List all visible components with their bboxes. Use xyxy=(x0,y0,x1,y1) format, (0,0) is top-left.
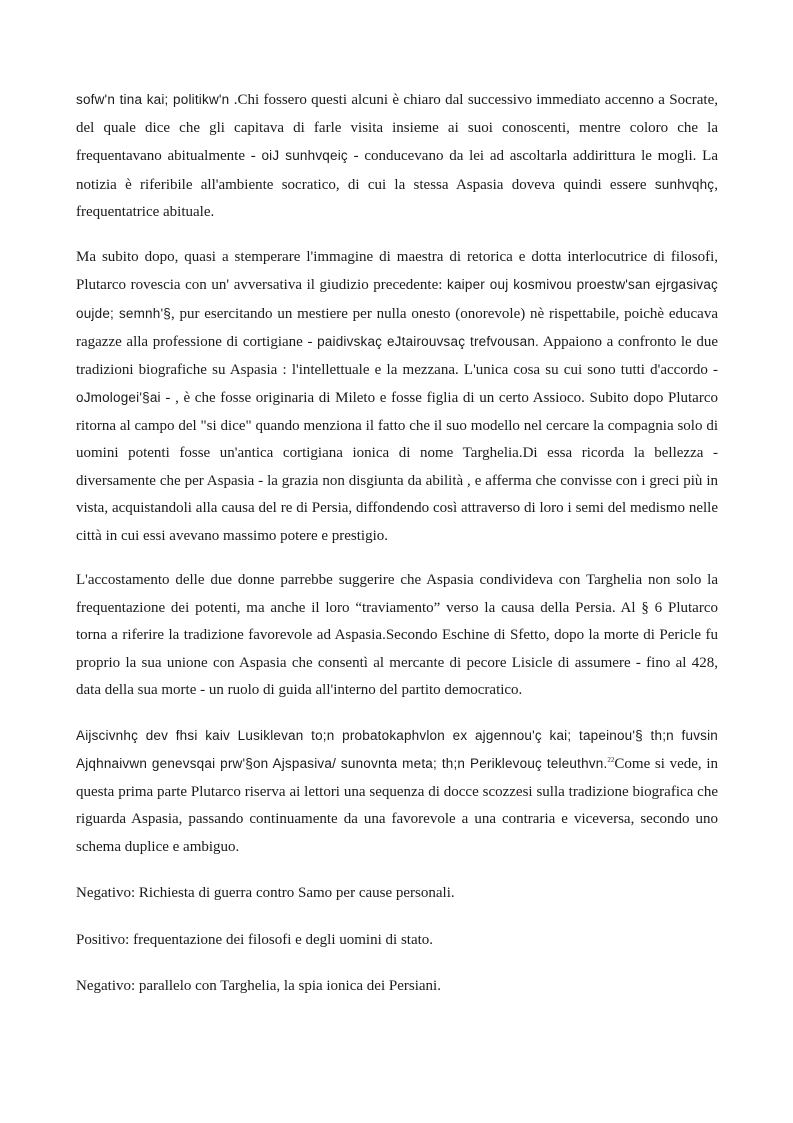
greek-quote: kaiper ouj kosmivou proestw'san ejrgasivaç oujde; semnh'§ xyxy=(76,277,718,321)
paragraph-2 xyxy=(76,244,718,551)
text-run: - , è che fosse originaria di Mileto e fosse figlia di un certo Assioco. Subito dopo Plutarco ritorna al campo del "si dice" quando menziona il fatto che il suo modello nel cercare la compagnia solo di uomini potenti fosse un'antica cortigiana ionica di nome Targhelia.Di essa ricorda la bellezza - diversamente che per Aspasia - la grazia non disgiunta da abilità , e afferma che convisse con i greci più in vista, acquistandoli alla causa del re di Persia, diffondendo così attraverso di loro i semi del medismo nelle città in cui essi avevano massimo potere e prestigio. xyxy=(76,390,718,544)
greek-quote: Aijscivnhç dev fhsi kaiv Lusiklevan to;n probatokaphvlon ex ajgennou'ç kai; tapeinou'§ th;n fuvsin Ajqhnaivwn genevsqai prw'§on Ajspasiva/ sunovnta meta; th;n Periklevouç teleuthvn. xyxy=(76,727,718,771)
paragraph-1 xyxy=(76,86,718,227)
greek-quote: paidivskaç eJtairouvsaç trefvousan. xyxy=(317,334,539,349)
text-run: Come si vede, in questa prima parte Plutarco riserva ai lettori una sequenza di docce scozzesi sulla tradizione biografica che riguarda Aspasia, passando continuamente da una favorevole a una contraria e viceversa, secondo uno schema duplice e ambiguo. xyxy=(76,756,718,855)
greek-quote: oiJ sunhvqeiç xyxy=(261,148,348,163)
text-run: Appaiono a confronto le due tradizioni biografiche su Aspasia : l'intellettuale e la mezzana. L'unica cosa su cui sono tutti d'accordo - xyxy=(76,334,719,378)
text-run: L'accostamento delle due donne parrebbe suggerire che Aspasia condivideva con Targhelia non solo la frequentazione dei potenti, ma anche il loro “traviamento” verso la causa della Persia. Al § 6 Plutarco torna a riferire la tradizione favorevole ad Aspasia.Secondo Eschine di Sfetto, dopo la morte di Pericle fu proprio la sua unione con Aspasia che consentì al mercante di pecore Lisicle di assumere - fino al 428, data della sua morte - un ruolo di guida all'interno del partito democratico. xyxy=(76,572,718,698)
greek-quote: sofw'n tina kai; politikw'n xyxy=(76,92,230,107)
list-item-negative-targhelia: Negativo: parallelo con Targhelia, la spia ionica dei Persiani. xyxy=(76,978,441,994)
paragraph-3 xyxy=(76,567,718,705)
text-run: Ma subito dopo, quasi a stemperare l'immagine di maestra di retorica e dotta interlocutrice di filosofi, Plutarco rovescia con un' avversativa il giudizio precedente: xyxy=(76,248,718,293)
greek-quote: oJmologei'§ai xyxy=(76,390,161,405)
text-run: - conducevano da lei ad ascoltarla addirittura le mogli. La notizia è riferibile all'ambiente socratico, di cui la stessa Aspasia doveva quindi essere xyxy=(76,148,718,193)
text-run: , frequentatrice abituale. xyxy=(76,176,718,220)
list-item-positive-philosophers: Positivo: frequentazione dei filosofi e degli uomini di stato. xyxy=(76,931,434,948)
list-item-negative-samo: Negativo: Richiesta di guerra contro Samo per cause personali. xyxy=(76,885,455,901)
text-run: .Chi fossero questi alcuni è chiaro dal successivo immediato accenno a Socrate, del quale dice che gli capitava di farle visita insieme ai suoi conoscenti, mentre coloro che la frequentavano abitualmente - xyxy=(76,92,719,164)
document-page xyxy=(76,86,718,1001)
text-run: , pur esercitando un mestiere per nulla onesto (onorevole) nè rispettabile, poichè educava ragazze alla professione di cortigiane - xyxy=(76,305,718,350)
footnote-marker[interactable]: 22 xyxy=(607,756,615,764)
paragraph-4 xyxy=(76,722,718,862)
greek-quote: sunhvqhç xyxy=(654,176,715,192)
